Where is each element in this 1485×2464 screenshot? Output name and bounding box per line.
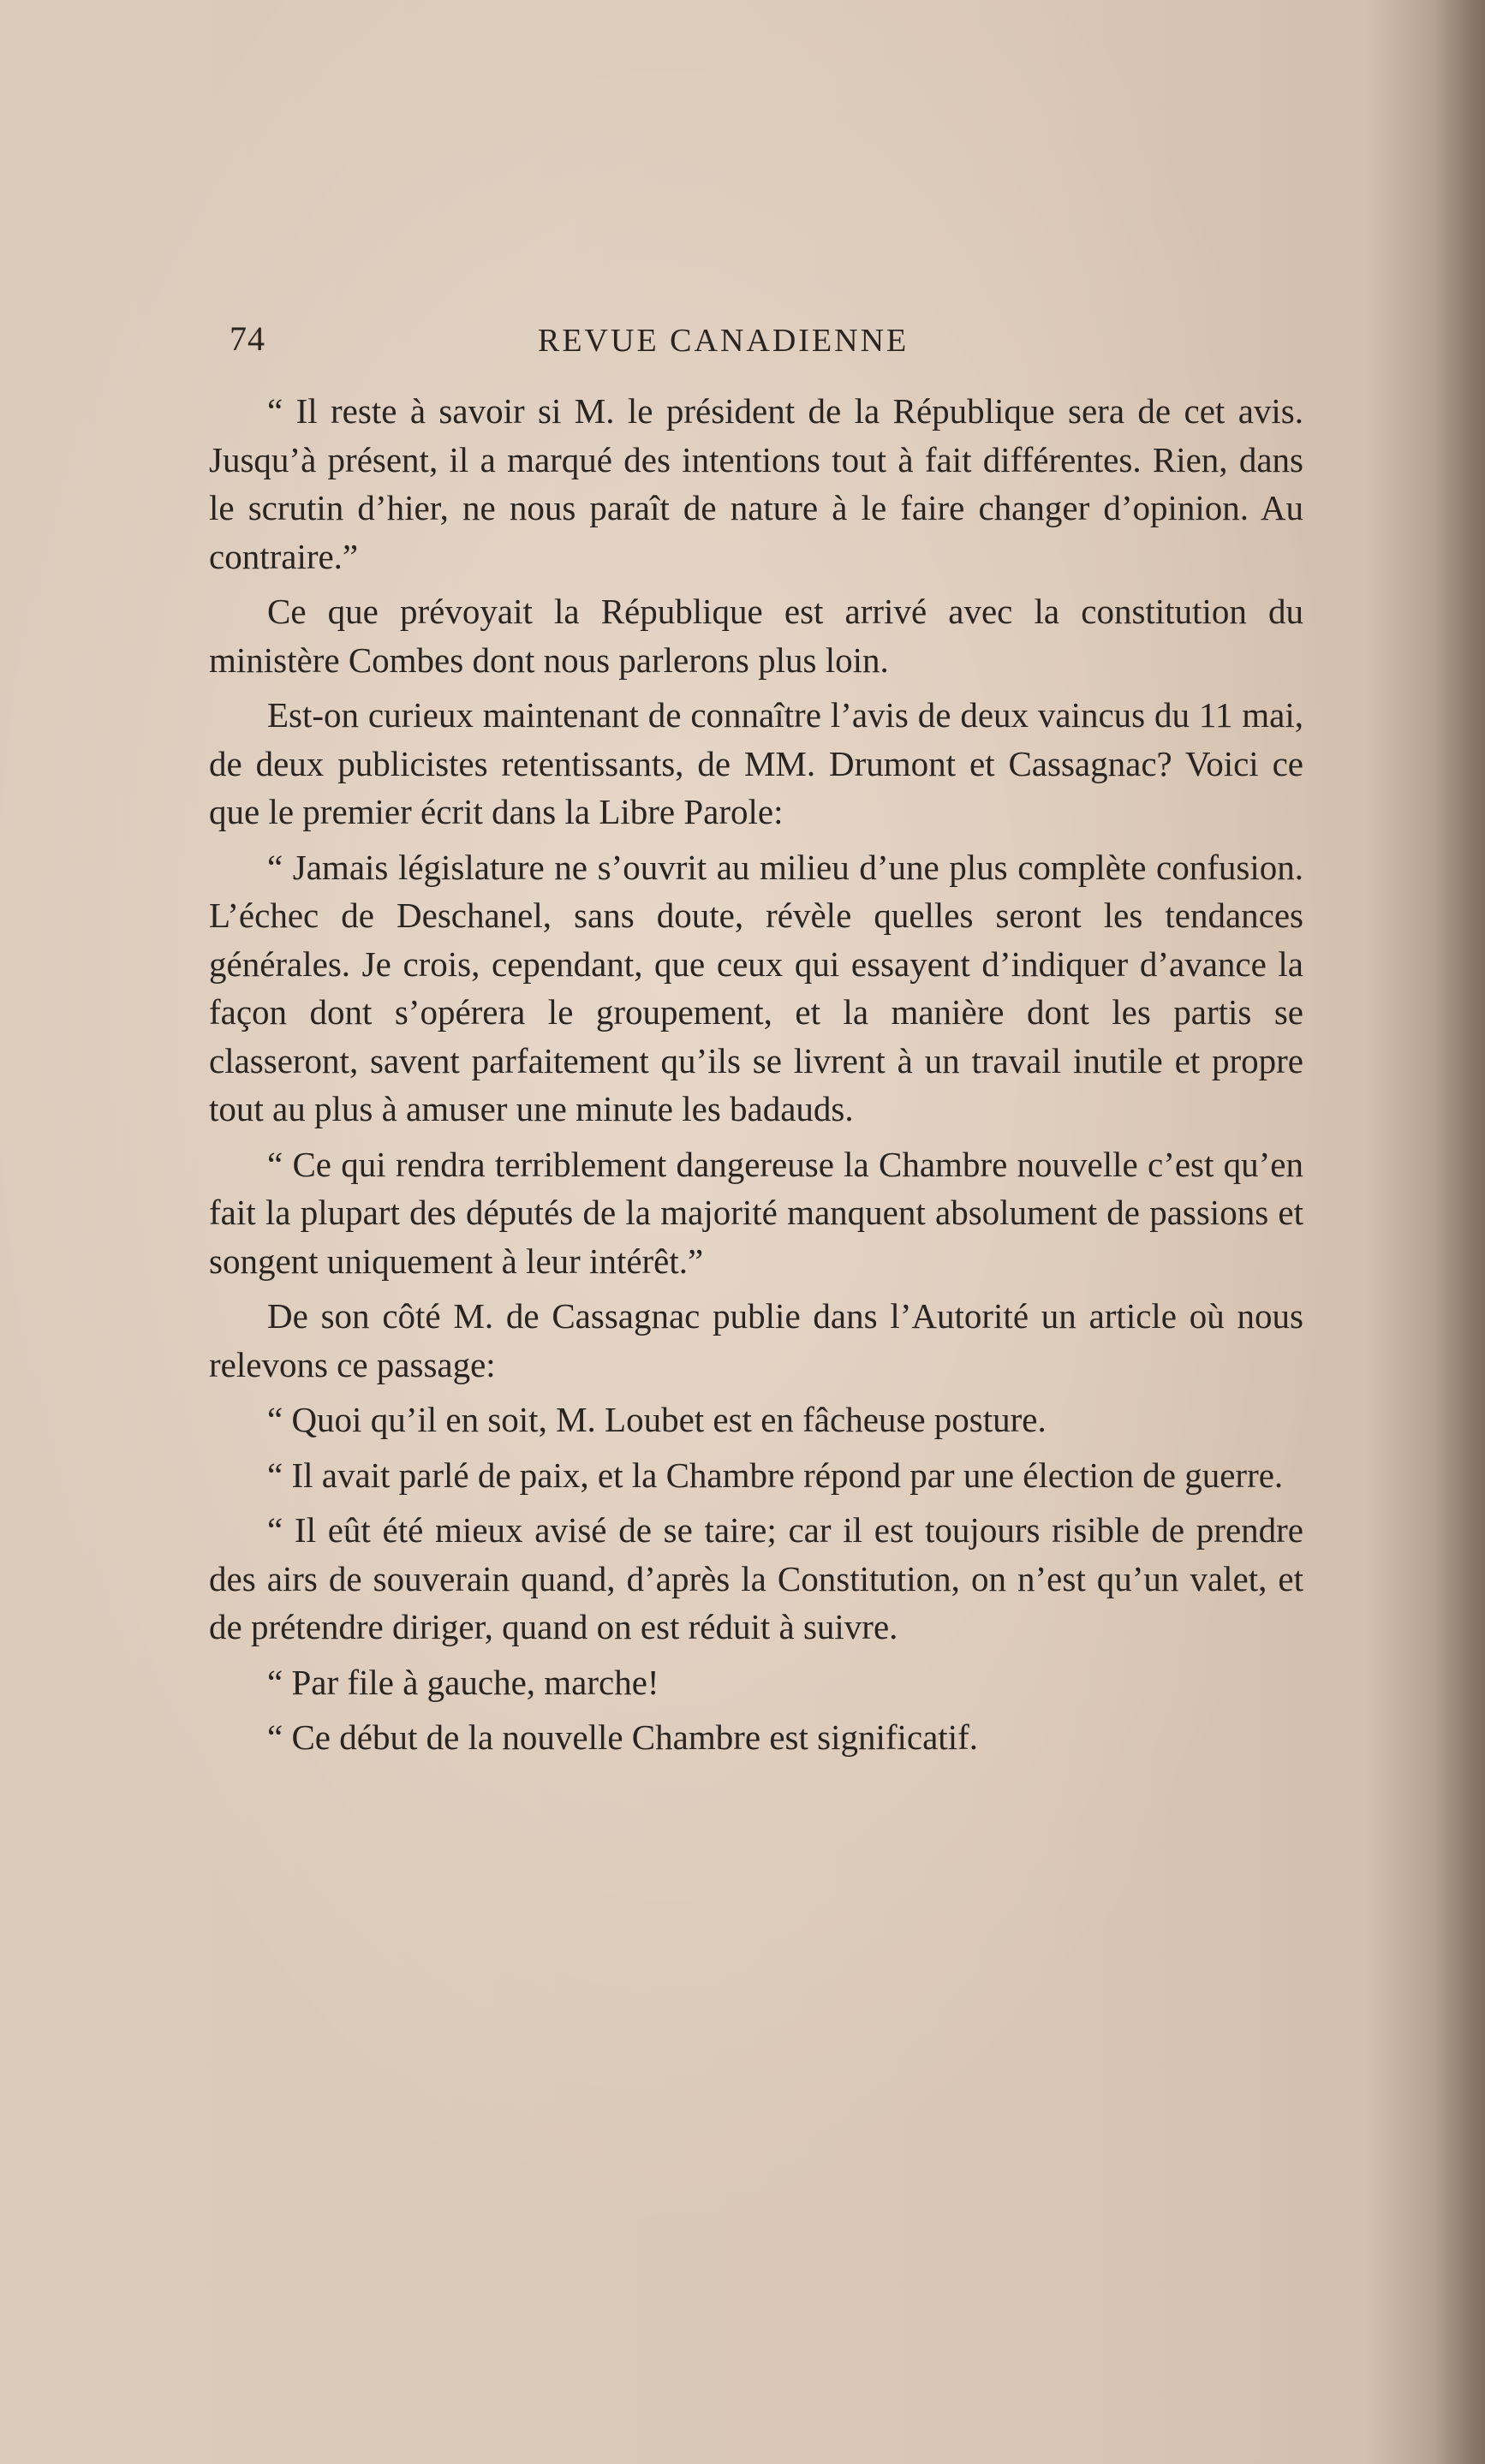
book-gutter-shadow bbox=[1435, 0, 1485, 2464]
paragraph: “ Il avait parlé de paix, et la Chambre répond par une élection de guerre. bbox=[267, 1455, 1284, 1495]
running-title: REVUE CANADIENNE bbox=[538, 323, 909, 359]
paragraph: “ Il reste à savoir si M. le président de la République sera de cet avis. Jusqu’à présent, il a marqué des intentions tout à fait différentes. Rien, dans le scrutin d’hier, ne nous paraît de nature à le faire changer d’opinion. Au contraire.” bbox=[209, 391, 1303, 576]
paragraph: Ce que prévoyait la République est arrivé avec la constitution du ministère Combes dont nous parlerons plus loin. bbox=[209, 592, 1303, 680]
paragraph: “ Jamais législature ne s’ouvrit au milieu d’une plus complète confusion. L’échec de Deschanel, sans doute, révèle quelles seront les tendances générales. Je crois, cependant, que ceux qui essayent d’indiquer d’avance la façon dont s’opérera le groupement, et la manière dont les partis se classeront, savent parfaitement qu’ils se livrent à un travail inutile et propre tout au plus à amuser une minute les badauds. bbox=[209, 847, 1303, 1128]
paragraph: “ Quoi qu’il en soit, M. Loubet est en fâcheuse posture. bbox=[267, 1400, 1047, 1439]
paragraph: De son côté M. de Cassagnac publie dans l’Autorité un article où nous relevons ce passage: bbox=[209, 1296, 1303, 1384]
page-header bbox=[230, 318, 1300, 361]
page-number: 74 bbox=[230, 319, 265, 358]
paragraph: “ Ce qui rendra terriblement dangereuse la Chambre nouvelle c’est qu’en fait la plupart des députés de la majorité manquent absolument de passions et songent uniquement à leur intérêt.” bbox=[209, 1144, 1303, 1281]
body-text bbox=[209, 387, 1303, 1769]
paragraph: “ Ce début de la nouvelle Chambre est significatif. bbox=[267, 1717, 978, 1757]
paragraph: Est-on curieux maintenant de connaître l’avis de deux vaincus du 11 mai, de deux publicistes retentissants, de MM. Drumont et Cassagnac? Voici ce que le premier écrit dans la Libre Parole: bbox=[209, 695, 1303, 831]
paragraph: “ Il eût été mieux avisé de se taire; car il est toujours risible de prendre des airs de souverain quand, d’après la Constitution, on n’est qu’un valet, et de prétendre diriger, quand on est réduit à suivre. bbox=[209, 1510, 1303, 1646]
paragraph: “ Par file à gauche, marche! bbox=[267, 1662, 659, 1702]
